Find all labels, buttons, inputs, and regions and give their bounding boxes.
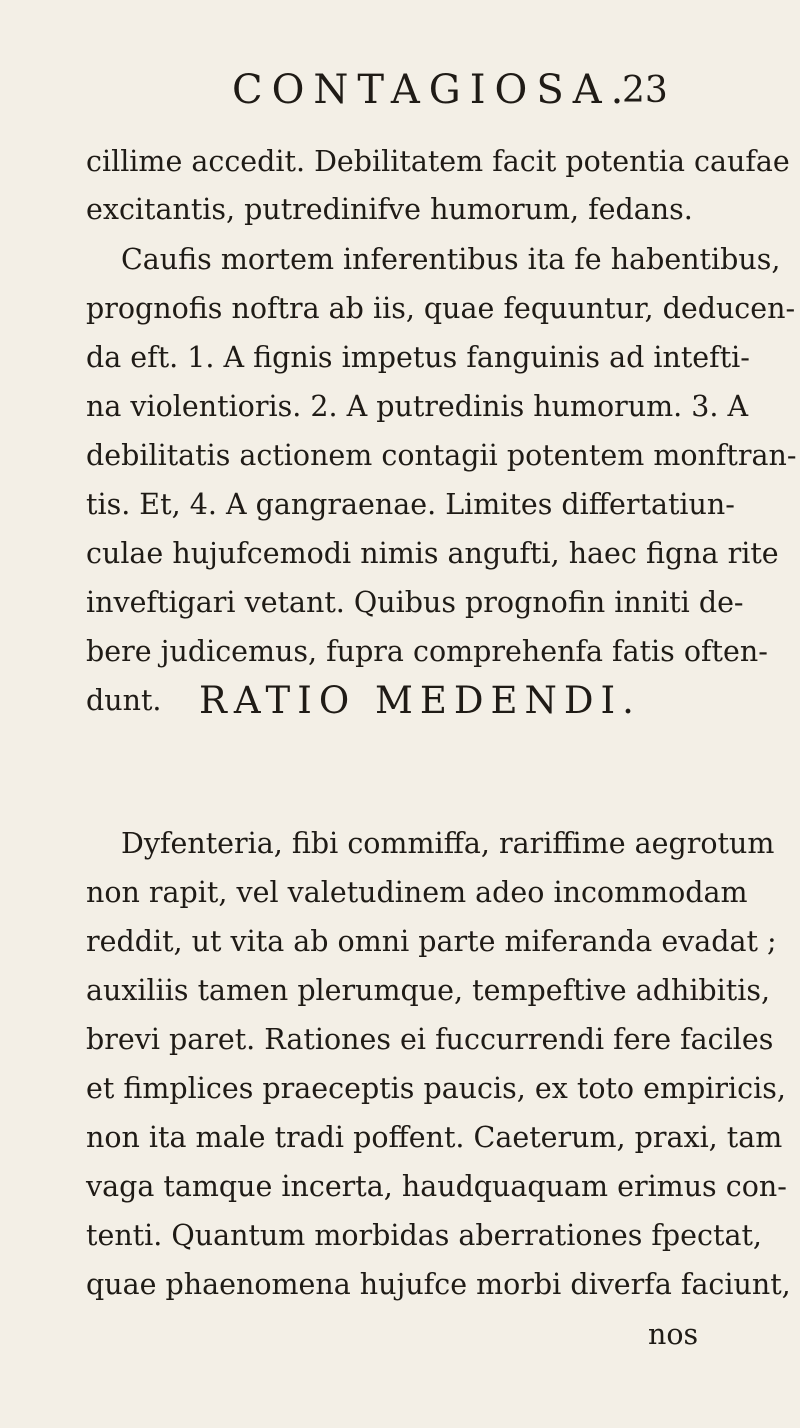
text-line: et fimplices praeceptis paucis, ex toto empiricis, (86, 1072, 786, 1105)
text-line: prognofis noftra ab iis, quae fequuntur, deducen- (86, 292, 796, 325)
page-number: 23 (622, 70, 668, 111)
text-line: tenti. Quantum morbidas aberrationes fpectat, (86, 1219, 762, 1252)
text-line: cillime accedit. Debilitatem facit potentia caufae (86, 145, 790, 178)
running-header: CONTAGIOSA. (232, 67, 633, 113)
text-line: quae phaenomena hujufce morbi diverfa faciunt, (86, 1268, 791, 1301)
text-line: Dyfenteria, fibi commiffa, rariffime aegrotum (121, 827, 775, 860)
text-line: bere judicemus, fupra comprehenfa fatis often- (86, 635, 768, 668)
text-line: da eft. 1. A fignis impetus fanguinis ad intefti- (86, 341, 750, 374)
text-line: inveftigari vetant. Quibus prognofin inniti de- (86, 586, 744, 619)
text-line: vaga tamque incerta, haudquaquam erimus con- (86, 1170, 787, 1203)
text-line: non ita male tradi poffent. Caeterum, praxi, tam (86, 1121, 783, 1154)
text-line: excitantis, putredinifve humorum, fedans. (86, 193, 693, 226)
text-line: Caufis mortem inferentibus ita fe habentibus, (121, 243, 781, 276)
text-line: non rapit, vel valetudinem adeo incommodam (86, 876, 748, 909)
text-line: dunt. (86, 684, 162, 717)
text-line: brevi paret. Rationes ei fuccurrendi fere faciles (86, 1023, 774, 1056)
text-line: auxiliis tamen plerumque, tempeftive adhibitis, (86, 974, 771, 1007)
text-line: reddit, ut vita ab omni parte miferanda evadat ; (86, 925, 777, 958)
section-title: RATIO MEDENDI. (199, 679, 641, 722)
text-line: tis. Et, 4. A gangraenae. Limites differtatiun- (86, 488, 735, 521)
text-line: culae hujufcemodi nimis angufti, haec figna rite (86, 537, 779, 570)
catchword: nos (648, 1318, 699, 1351)
text-line: debilitatis actionem contagii potentem monftran- (86, 439, 797, 472)
text-line: na violentioris. 2. A putredinis humorum. 3. A (86, 390, 749, 423)
